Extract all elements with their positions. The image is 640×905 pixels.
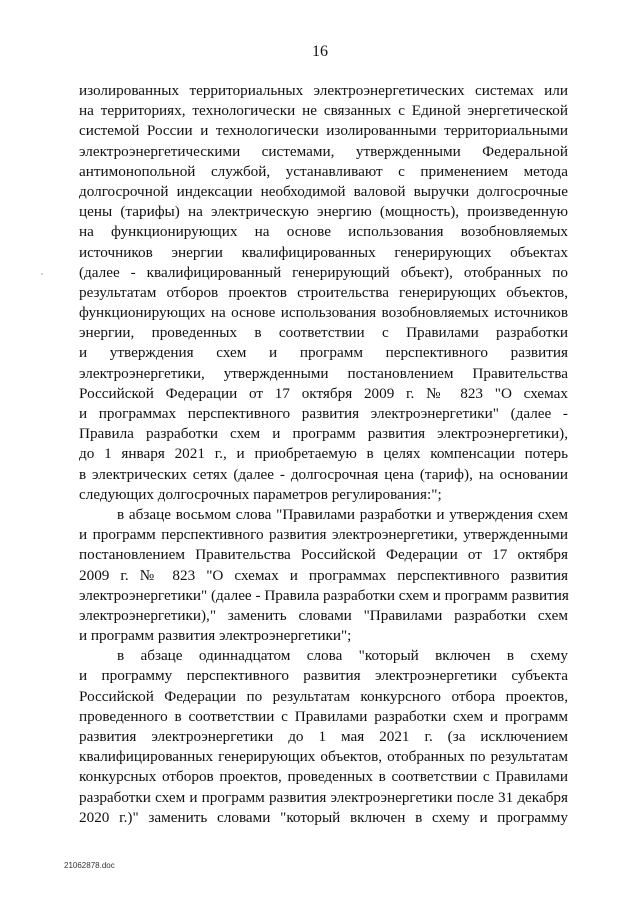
text-line: 2009 г. № 823 "О схемах и программах перспективного развития — [79, 566, 568, 584]
text-line: в электрических сетях (далее - долгосрочная цена (тариф), на основании — [79, 465, 568, 483]
scan-speck — [41, 273, 43, 275]
text-line: изолированных территориальных электроэнергетических системах или — [79, 82, 568, 99]
text-line: квалифицированных генерирующих объектов, отобранных по результатам — [79, 748, 568, 766]
text-line: и программу перспективного развития электроэнергетики субъекта — [79, 667, 568, 685]
text-line: долгосрочной индексации необходимой валовой выручки долгосрочные — [79, 182, 568, 200]
text-line: электроэнергетики)," заменить словами "Правилами разработки схем — [79, 606, 568, 624]
text-line: Правила разработки схем и программ развития электроэнергетики), — [79, 425, 568, 443]
text-line: проведенного в соответствии с Правилами разработки схем и программ — [79, 707, 568, 725]
text-line: следующих долгосрочных параметров регулирования:"; — [79, 485, 442, 503]
text-line: антимонопольной службой, устанавливают с применением метода — [79, 162, 568, 180]
paragraph — [79, 646, 568, 828]
text-line: источников энергии квалифицированных генерирующих объектах — [79, 243, 568, 261]
text-line: и программ развития электроэнергетики"; — [79, 627, 352, 645]
text-line: постановлением Правительства Российской Федерации от 17 октября — [79, 546, 568, 564]
document-body — [79, 81, 568, 828]
text-line: 2020 г.)" заменить словами "который включен в схему и программу — [79, 808, 568, 826]
text-line: системой России и технологически изолированными территориальными — [79, 122, 568, 140]
text-line: разработки схем и программ развития электроэнергетики после 31 декабря — [79, 788, 568, 806]
text-line: цены (тарифы) на электрическую энергию (мощность), произведенную — [79, 203, 568, 221]
text-line: (далее - квалифицированный генерирующий объект), отобранных по — [79, 263, 568, 281]
footer-document-code: 21062878.doc — [64, 861, 115, 870]
text-line: и программ перспективного развития электроэнергетики, утвержденными — [79, 526, 568, 544]
text-line: функционирующих на основе использования возобновляемых источников — [79, 304, 568, 322]
text-line: электроэнергетическими системами, утвержденными Федеральной — [79, 142, 568, 160]
text-line: на функционирующих на основе использования возобновляемых — [79, 223, 568, 241]
paragraph — [79, 81, 568, 505]
text-line: на территориях, технологически не связанных с Единой энергетической — [79, 102, 568, 120]
text-line: электроэнергетики, утвержденными постановлением Правительства — [79, 364, 568, 382]
text-line: электроэнергетики" (далее - Правила разработки схем и программ развития — [79, 586, 569, 604]
text-line: и программах перспективного развития электроэнергетики" (далее - — [79, 405, 568, 422]
text-line: развития электроэнергетики до 1 мая 2021 г. (за исключением — [79, 728, 568, 745]
text-line: Российской Федерации по результатам конкурсного отбора проектов, — [79, 687, 568, 705]
paragraph — [79, 505, 568, 646]
text-line: Российской Федерации от 17 октября 2009 г. № 823 "О схемах — [79, 384, 568, 402]
page-number: 16 — [312, 43, 328, 60]
text-line: до 1 января 2021 г., и приобретаемую в целях компенсации потерь — [79, 445, 568, 463]
text-line: и утверждения схем и программ перспективного развития — [79, 344, 568, 362]
text-line: конкурсных отборов проектов, проведенных в соответствии с Правилами — [79, 768, 568, 786]
text-line: в абзаце одиннадцатом слова "который включен в схему — [117, 647, 568, 665]
text-line: в абзаце восьмом слова "Правилами разработки и утверждения схем — [117, 505, 568, 523]
text-line: результатам отборов проектов строительства генерирующих объектов, — [79, 283, 568, 301]
text-line: энергии, проведенных в соответствии с Правилами разработки — [79, 324, 568, 342]
